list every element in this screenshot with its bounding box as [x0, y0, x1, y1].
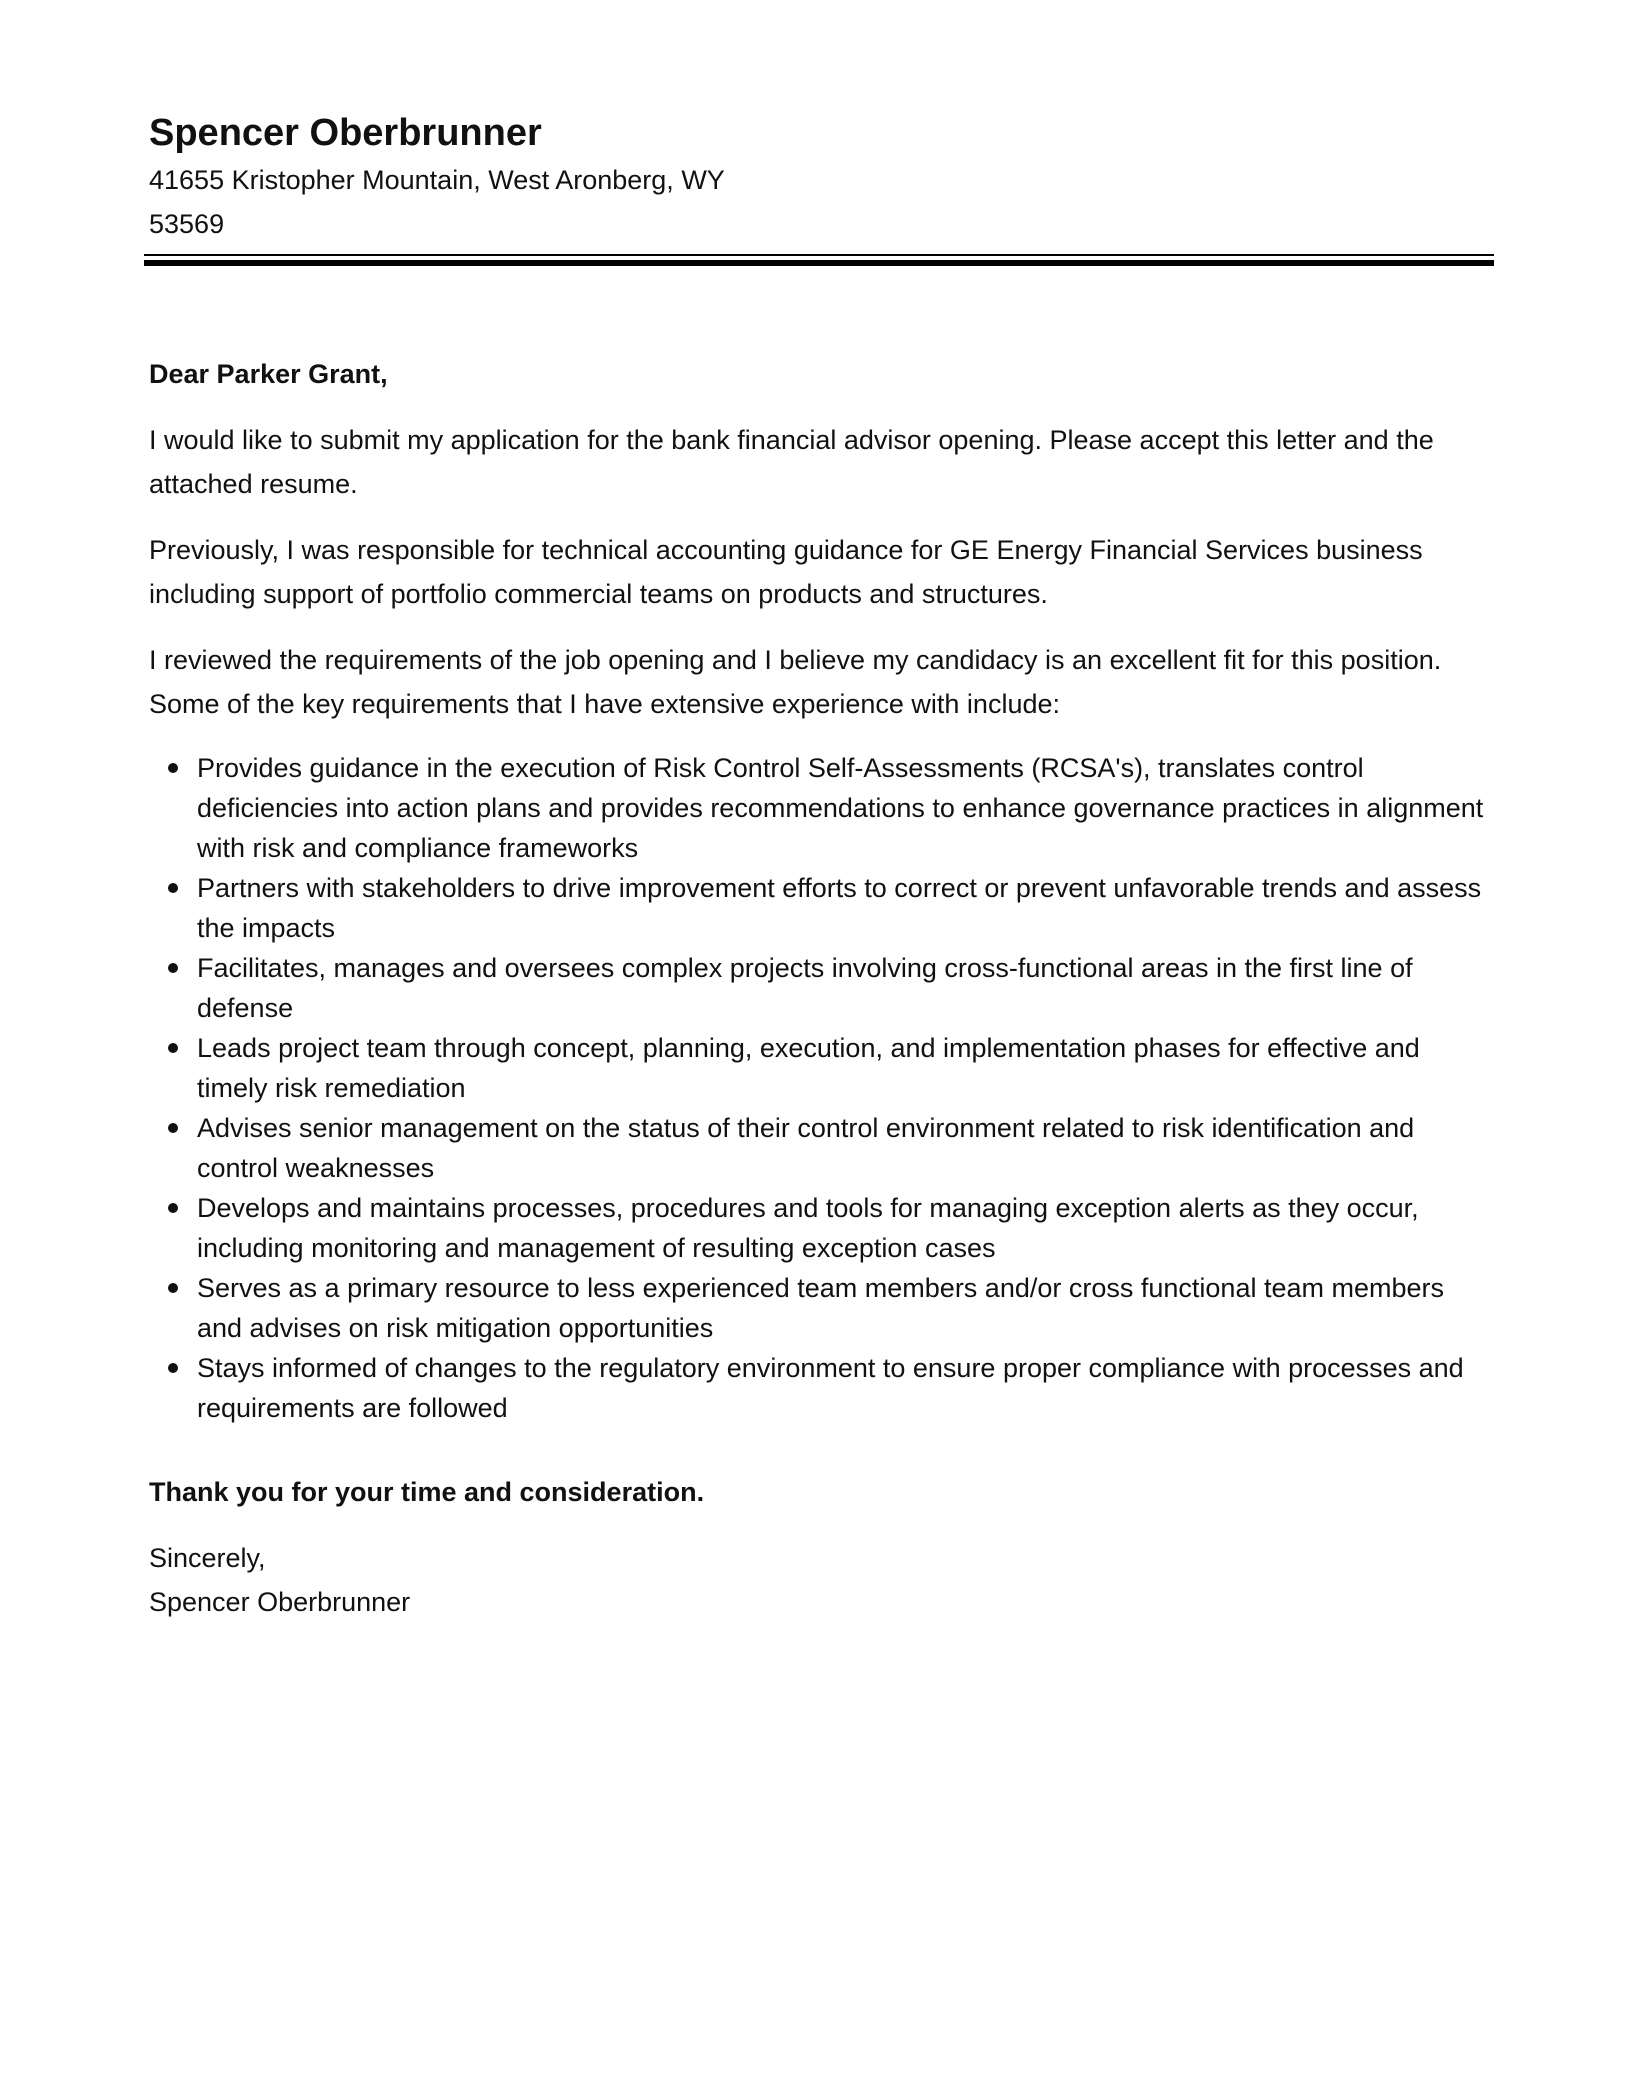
thanks-line: Thank you for your time and consideration.	[149, 1477, 705, 1507]
list-item-text: Advises senior management on the status of their control environment related to risk identification and control weaknesses	[197, 1113, 1415, 1183]
list-item	[149, 1108, 1489, 1188]
header-divider-thin	[144, 254, 1494, 256]
list-item-text: Stays informed of changes to the regulatory environment to ensure proper compliance with processes and requirements are followed	[197, 1353, 1464, 1423]
list-item	[149, 948, 1489, 1028]
closing-salutation: Sincerely,	[149, 1543, 266, 1573]
list-item-text: Leads project team through concept, planning, execution, and implementation phases for effective and timely risk remediation	[197, 1033, 1420, 1103]
list-item	[149, 1028, 1489, 1108]
bullet-icon	[168, 1283, 178, 1293]
closing-block	[149, 1536, 1489, 1624]
list-item	[149, 748, 1489, 868]
list-item	[149, 1268, 1489, 1348]
list-item	[149, 1188, 1489, 1268]
bullet-icon	[168, 883, 178, 893]
bullet-icon	[168, 963, 178, 973]
greeting: Dear Parker Grant,	[149, 359, 388, 389]
header-divider-thick	[144, 260, 1494, 266]
intro-paragraph: I would like to submit my application for the bank financial advisor opening. Please accept this letter and the attached resume.	[149, 425, 1434, 499]
requirements-list	[149, 748, 1489, 1428]
list-item-text: Serves as a primary resource to less experienced team members and/or cross functional team members and advises on risk mitigation opportunities	[197, 1273, 1445, 1343]
experience-paragraph: Previously, I was responsible for technical accounting guidance for GE Energy Financial Services business including support of portfolio commercial teams on products and structures.	[149, 535, 1423, 609]
bullet-icon	[168, 1363, 178, 1373]
bullet-icon	[168, 1043, 178, 1053]
list-item-text: Partners with stakeholders to drive improvement efforts to correct or prevent unfavorable trends and assess the impacts	[197, 873, 1482, 943]
bullet-icon	[168, 763, 178, 773]
list-item-text: Facilitates, manages and oversees complex projects involving cross-functional areas in the first line of defense	[197, 953, 1413, 1023]
cover-letter-page	[149, 108, 1489, 1617]
bullet-icon	[168, 1123, 178, 1133]
list-item-text: Develops and maintains processes, procedures and tools for managing exception alerts as they occur, including monitoring and management of resulting exception cases	[197, 1193, 1419, 1263]
sender-address: 41655 Kristopher Mountain, West Aronberg, WY 53569	[149, 165, 725, 239]
bullet-icon	[168, 1203, 178, 1213]
signature-name: Spencer Oberbrunner	[149, 1587, 411, 1617]
list-item	[149, 868, 1489, 948]
sender-name: Spencer Oberbrunner	[149, 112, 542, 154]
list-item-text: Provides guidance in the execution of Risk Control Self-Assessments (RCSA's), translates control deficiencies into action plans and provides recommendations to enhance governance practices in alignment with risk and compliance frameworks	[197, 753, 1484, 863]
requirements-intro-paragraph: I reviewed the requirements of the job opening and I believe my candidacy is an excellent fit for this position. Some of the key requirements that I have extensive experience with include:	[149, 645, 1442, 719]
letter-body	[149, 352, 1489, 1624]
list-item	[149, 1348, 1489, 1428]
